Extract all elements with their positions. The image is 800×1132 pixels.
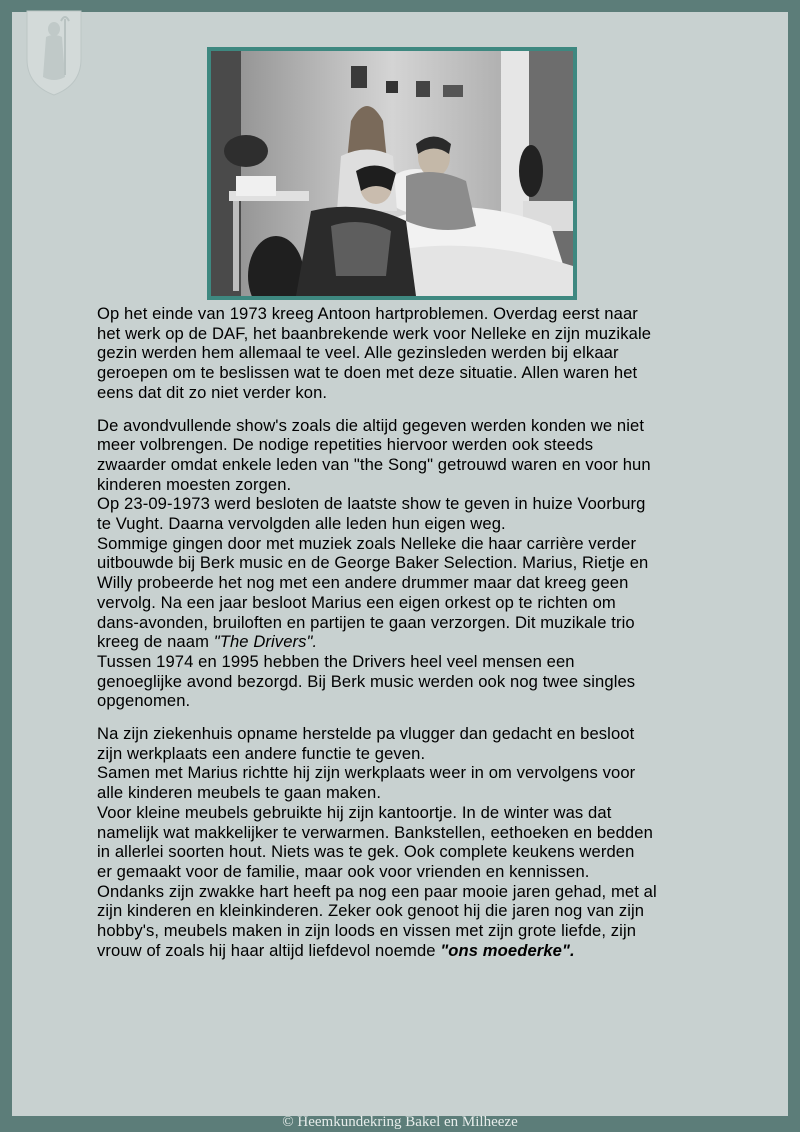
copyright-footer: © Heemkundekring Bakel en Milheeze <box>282 1114 518 1130</box>
paragraph-workshop <box>97 724 737 960</box>
text-line: Op 23-09-1973 werd besloten de laatste show te geven in huize Voorburg <box>97 494 646 514</box>
text-line: in allerlei soorten hout. Niets was te gek. Ook complete keukens werden <box>97 842 635 862</box>
text-line: Tussen 1974 en 1995 hebben the Drivers heel veel mensen een <box>97 651 575 671</box>
text-line: meer volbrengen. De nodige repetities hiervoor werden ook steeds <box>97 435 594 455</box>
text-line: hobby's, meubels maken in zijn loods en vissen met zijn grote liefde, zijn <box>97 921 637 941</box>
text-line: vrouw of zoals hij haar altijd liefdevol noemde <box>97 940 441 960</box>
paragraph-band <box>97 416 737 712</box>
text-line: opgenomen. <box>97 691 191 711</box>
text-line: geroepen om te beslissen wat te doen met deze situatie. Allen waren het <box>97 363 638 383</box>
text-line: te Vught. Daarna vervolgden alle leden hun eigen weg. <box>97 514 506 534</box>
text-line: Op het einde van 1973 kreeg Antoon hartproblemen. Overdag eerst naar <box>97 304 638 323</box>
text-line: alle kinderen meubels te gaan maken. <box>97 783 382 803</box>
text-line: De avondvullende show's zoals die altijd gegeven werden konden we niet <box>97 415 645 435</box>
text-line: kinderen moesten zorgen. <box>97 474 292 494</box>
text-line: gezin werden hem allemaal te veel. Alle gezinsleden werden bij elkaar <box>97 343 619 363</box>
band-name: "The Drivers". <box>213 632 318 652</box>
text-line: er gemaakt voor de familie, maar ook voor vrienden en kennissen. <box>97 861 590 881</box>
crest-watermark <box>19 7 89 97</box>
family-photo <box>207 47 577 300</box>
article-body <box>97 304 737 974</box>
text-line: Voor kleine meubels gebruikte hij zijn kantoortje. In de winter was dat <box>97 802 612 822</box>
text-line: genoeglijke avond bezorgd. Bij Berk music werden ook nog twee singles <box>97 671 636 691</box>
text-line: kreeg de naam <box>97 632 214 652</box>
text-line: zijn werkplaats een andere functie te geven. <box>97 743 426 763</box>
text-line: eens dat dit zo niet verder kon. <box>97 382 328 402</box>
paragraph-health <box>97 304 737 403</box>
text-line: Na zijn ziekenhuis opname herstelde pa vlugger dan gedacht en besloot <box>97 724 635 744</box>
text-line: Samen met Marius richtte hij zijn werkplaats weer in om vervolgens voor <box>97 763 636 783</box>
text-line: vervolg. Na een jaar besloot Marius een eigen orkest op te richten om <box>97 592 616 612</box>
text-line: dans-avonden, bruiloften en partijen te gaan verzorgen. Dit muzikale trio <box>97 612 635 632</box>
text-line: uitbouwde bij Berk music en de George Baker Selection. Marius, Rietje en <box>97 553 649 573</box>
nickname: "ons moederke". <box>440 940 575 960</box>
text-line: Ondanks zijn zwakke hart heeft pa nog een paar mooie jaren gehad, met al <box>97 881 657 901</box>
text-line: namelijk wat makkelijker te verwarmen. Bankstellen, eethoeken en bedden <box>97 822 653 842</box>
text-line: zijn kinderen en kleinkinderen. Zeker ook genoot hij die jaren nog van zijn <box>97 901 645 921</box>
text-line: Sommige gingen door met muziek zoals Nelleke die haar carrière verder <box>97 533 637 553</box>
text-line: zwaarder omdat enkele leden van "the Song" getrouwd waren en voor hun <box>97 454 651 474</box>
text-line: Willy probeerde het nog met een andere drummer maar dat kreeg geen <box>97 573 629 593</box>
text-line: het werk op de DAF, het baanbrekende werk voor Nelleke en zijn muzikale <box>97 323 652 343</box>
